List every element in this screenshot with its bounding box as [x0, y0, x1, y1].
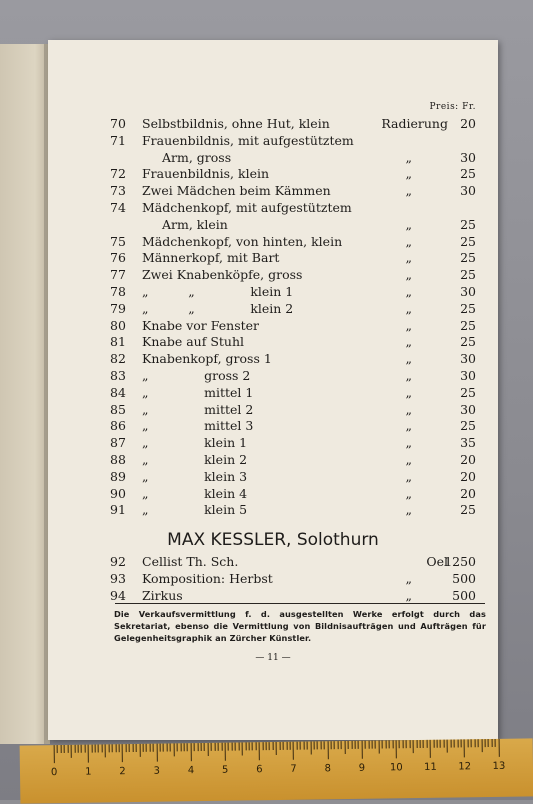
ruler-tick: [450, 740, 451, 748]
entry-price: 30: [460, 351, 476, 367]
ruler-tick: [160, 744, 161, 752]
ruler-tick: [60, 745, 61, 753]
catalog-entry: [48, 435, 498, 451]
ruler-tick: [416, 740, 417, 748]
entry-number: 85: [110, 401, 126, 417]
catalog-entry: [48, 351, 498, 367]
ruler-tick: [471, 739, 472, 747]
ruler-tick: [272, 742, 273, 750]
ruler-tick: [443, 740, 444, 748]
entry-technique: „: [405, 401, 412, 417]
ruler-tick: [170, 743, 171, 751]
ruler-tick: [242, 742, 243, 755]
entry-technique: „: [405, 183, 412, 199]
entry-title: Knabenkopf, gross 1: [142, 351, 272, 367]
ruler-tick: [139, 744, 140, 757]
ruler-tick: [252, 742, 253, 750]
ruler-tick: [88, 745, 89, 763]
entry-price: 25: [460, 502, 476, 518]
entry-technique: „: [405, 250, 412, 266]
entry-number: 91: [110, 502, 126, 518]
ruler-tick: [67, 745, 68, 753]
entry-title: „ klein 3: [142, 468, 248, 484]
ruler-tick: [235, 743, 236, 751]
ruler-tick: [498, 739, 499, 757]
ruler-tick: [399, 740, 400, 748]
ruler-tick: [310, 742, 311, 755]
ruler-tick: [132, 744, 133, 752]
ruler-tick: [136, 744, 137, 752]
ruler-tick: [177, 743, 178, 751]
ruler-tick: [197, 743, 198, 751]
entry-price: 500: [452, 570, 476, 586]
entry-price: 25: [460, 233, 476, 249]
entry-number: 93: [110, 570, 126, 586]
ruler-tick: [156, 744, 157, 762]
entry-technique: „: [405, 502, 412, 518]
catalog-entry: [48, 452, 498, 468]
entry-number: 90: [110, 485, 126, 501]
entry-technique: „: [405, 233, 412, 249]
ruler-tick: [365, 741, 366, 749]
ruler-tick: [447, 740, 448, 753]
price-column-header: Preis: Fr.: [429, 102, 476, 112]
entry-number: 74: [110, 200, 126, 215]
ruler-tick: [112, 744, 113, 752]
entry-technique: „: [405, 351, 412, 367]
entry-number: 86: [110, 418, 126, 434]
ruler-tick: [187, 743, 188, 751]
ruler-label: 7: [290, 763, 297, 775]
ruler-tick: [368, 741, 369, 749]
entry-price: 25: [460, 216, 476, 232]
ruler-tick: [378, 741, 379, 754]
entry-price: 30: [460, 368, 476, 383]
entry-price: 30: [460, 183, 476, 199]
entry-technique: „: [405, 435, 412, 451]
entry-number: 73: [110, 183, 126, 199]
ruler-tick: [413, 740, 414, 753]
ruler-tick: [108, 744, 109, 752]
catalog-entry: [48, 554, 498, 570]
entry-title: „ klein 4: [142, 485, 248, 501]
ruler-tick: [259, 742, 260, 760]
catalog-entry: [48, 469, 498, 485]
catalog-entry: [48, 486, 498, 502]
entry-number: 71: [110, 132, 126, 148]
ruler-tick: [341, 741, 342, 749]
ruler-tick: [495, 739, 496, 747]
entry-title: „ klein 1: [142, 435, 248, 451]
ruler-tick: [361, 741, 362, 759]
entry-number: 81: [110, 334, 126, 350]
entry-technique: „: [405, 216, 412, 232]
entry-title: Zirkus: [142, 587, 183, 603]
entry-technique: „: [405, 149, 412, 165]
catalog-entry: [48, 250, 498, 266]
entry-number: 72: [110, 166, 126, 182]
entry-title: Cellist Th. Sch.: [142, 554, 239, 569]
ruler-tick: [303, 742, 304, 750]
ruler-tick: [488, 739, 489, 747]
ruler-tick: [190, 743, 191, 761]
ruler-tick: [375, 741, 376, 749]
ruler-tick: [348, 741, 349, 749]
ruler-label: 11: [424, 761, 437, 773]
entry-title: Selbstbildnis, ohne Hut, klein: [142, 116, 330, 131]
entry-title: Frauenbildnis, klein: [142, 166, 270, 182]
ruler-tick: [382, 741, 383, 749]
ruler-tick: [54, 745, 55, 763]
ruler-tick: [420, 740, 421, 748]
entry-title: „ mittel 3: [142, 418, 254, 434]
catalog-entry: [48, 217, 498, 233]
catalog-entry: [48, 200, 498, 216]
entry-number: 79: [110, 300, 126, 316]
entry-price: 25: [460, 267, 476, 283]
entry-technique: „: [405, 587, 412, 603]
ruler-tick: [433, 740, 434, 748]
ruler-tick: [221, 743, 222, 751]
ruler-tick: [334, 741, 335, 749]
entry-title: Zwei Mädchen beim Kämmen: [142, 183, 331, 199]
entry-title: „ mittel 2: [142, 401, 254, 417]
ruler-tick: [454, 740, 455, 748]
ruler-tick: [194, 743, 195, 751]
ruler-tick: [207, 743, 208, 756]
entry-number: 76: [110, 250, 126, 266]
ruler-tick: [163, 744, 164, 752]
ruler-label: 4: [187, 765, 195, 777]
ruler-tick: [389, 740, 390, 748]
entry-technique: „: [405, 317, 412, 333]
ruler-tick: [225, 743, 226, 761]
entry-price: 25: [460, 384, 476, 400]
ruler-tick: [406, 740, 407, 748]
ruler-tick: [201, 743, 202, 751]
entry-technique: „: [405, 267, 412, 283]
ruler-tick: [396, 740, 397, 758]
ruler-tick: [184, 743, 185, 751]
ruler-tick: [372, 741, 373, 749]
ruler-tick: [313, 741, 314, 749]
catalog-entry: [48, 318, 498, 334]
artist-heading: MAX KESSLER, Solothurn: [167, 530, 379, 550]
ruler-tick: [337, 741, 338, 749]
ruler-tick: [64, 745, 65, 753]
entry-technique: „: [405, 166, 412, 182]
ruler-tick: [392, 740, 393, 748]
ruler-tick: [320, 741, 321, 749]
ruler-tick: [296, 742, 297, 750]
ruler-tick: [129, 744, 130, 752]
entry-technique: „: [405, 334, 412, 350]
ruler-tick: [84, 745, 85, 753]
ruler-tick: [481, 739, 482, 752]
catalog-entry: [48, 418, 498, 434]
ruler-tick: [344, 741, 345, 754]
catalog-entry: [48, 571, 498, 587]
entry-number: 75: [110, 233, 126, 249]
entry-price: 25: [460, 418, 476, 434]
entry-title: Arm, klein: [162, 216, 228, 232]
entry-technique: „: [405, 418, 412, 434]
ruler-label: 10: [389, 762, 403, 774]
ruler-label: 5: [221, 764, 229, 776]
catalog-entry: [48, 150, 498, 166]
entry-number: 77: [110, 267, 126, 283]
ruler-tick: [91, 745, 92, 753]
entry-price: 35: [460, 435, 476, 451]
ruler-tick: [143, 744, 144, 752]
catalog-entry: [48, 368, 498, 384]
ruler-tick: [57, 745, 58, 753]
entry-title: Mädchenkopf, mit aufgestütztem: [142, 200, 352, 215]
ruler-tick: [214, 743, 215, 751]
ruler-tick: [279, 742, 280, 750]
ruler-tick: [327, 741, 328, 759]
catalog-entry: [48, 385, 498, 401]
ruler-tick: [153, 744, 154, 752]
entry-price: 500: [452, 587, 476, 603]
ruler-tick: [290, 742, 291, 750]
entry-title: Knabe vor Fenster: [142, 317, 259, 333]
ruler-label: 6: [256, 764, 263, 776]
entry-number: 83: [110, 368, 126, 383]
ruler-tick: [283, 742, 284, 750]
ruler-label: 12: [458, 761, 472, 773]
entry-title: „ mittel 1: [142, 384, 254, 400]
entry-title: Mädchenkopf, von hinten, klein: [142, 233, 343, 249]
ruler-label: 3: [153, 765, 161, 777]
entry-title: Männerkopf, mit Bart: [142, 250, 280, 266]
ruler-tick: [484, 739, 485, 747]
ruler-label: 9: [358, 762, 366, 774]
ruler-tick: [231, 743, 232, 751]
entry-title: Zwei Knabenköpfe, gross: [142, 267, 303, 283]
entry-number: 88: [110, 452, 126, 467]
entry-price: 20: [460, 485, 476, 501]
ruler-tick: [173, 743, 174, 756]
ruler-tick: [81, 745, 82, 753]
entry-technique: „: [405, 570, 412, 586]
entry-price: 30: [460, 284, 476, 299]
entry-title: Arm, gross: [162, 149, 232, 165]
ruler-tick: [355, 741, 356, 749]
entry-price: 25: [460, 166, 476, 182]
ruler-tick: [115, 744, 116, 752]
page-number: — 11 —: [255, 653, 291, 663]
catalog-entry: [48, 133, 498, 149]
ruler-tick: [351, 741, 352, 749]
ruler-tick: [218, 743, 219, 751]
ruler-tick: [245, 742, 246, 750]
catalog-entry: [48, 183, 498, 199]
ruler-label: 1: [85, 766, 92, 778]
entry-technique: Oel: [426, 554, 448, 569]
entry-title: Knabe auf Stuhl: [142, 334, 245, 350]
entry-title: Komposition: Herbst: [142, 570, 273, 586]
ruler-tick: [105, 744, 106, 757]
entry-price: 1250: [444, 554, 476, 569]
entry-price: 25: [460, 300, 476, 316]
entry-price: 25: [460, 334, 476, 350]
entry-price: 20: [460, 116, 476, 131]
entry-number: 89: [110, 468, 126, 484]
ruler-tick: [478, 739, 479, 747]
entry-title: „ „ klein 2: [142, 300, 294, 316]
ruler-label: 2: [119, 766, 126, 778]
entry-title: „ klein 5: [142, 502, 248, 518]
ruler-tick: [491, 739, 492, 747]
ruler-tick: [300, 742, 301, 750]
ruler-tick: [461, 739, 462, 747]
ruler-tick: [74, 745, 75, 753]
catalog-entry: [48, 502, 498, 518]
ruler-tick: [71, 745, 72, 758]
entry-number: 84: [110, 384, 126, 400]
left-page-edge: [0, 44, 50, 744]
entry-number: 82: [110, 351, 126, 367]
entry-title: Frauenbildnis, mit aufgestütztem: [142, 132, 354, 148]
ruler-tick: [409, 740, 410, 748]
ruler-tick: [276, 742, 277, 755]
ruler-tick: [293, 742, 294, 760]
entry-technique: „: [405, 284, 412, 299]
ruler-tick: [166, 744, 167, 752]
ruler-tick: [457, 739, 458, 747]
catalog-entry: [48, 301, 498, 317]
ruler-tick: [307, 742, 308, 750]
ruler-label: 0: [50, 767, 58, 779]
entry-price: 30: [460, 149, 476, 165]
catalog-entry: [48, 284, 498, 300]
divider-line: [115, 603, 485, 604]
entry-title: „ „ klein 1: [142, 284, 294, 299]
ruler-tick: [474, 739, 475, 747]
entry-technique: „: [405, 368, 412, 383]
sales-note: Die Verkaufsvermittlung f. d. ausgestellten Werke erfolgt durch das Sekretariat, ebenso die Vermittlung von Bildnisaufträgen und Aufträgen für Gelegenheitsgraphik an Zürcher Künstler.: [114, 609, 486, 643]
ruler-tick: [238, 743, 239, 751]
catalog-entry: [48, 334, 498, 350]
entry-price: 25: [460, 317, 476, 333]
ruler-tick: [122, 744, 123, 762]
ruler-tick: [262, 742, 263, 750]
ruler-tick: [423, 740, 424, 748]
ruler-tick: [286, 742, 287, 750]
ruler-tick: [426, 740, 427, 748]
ruler-tick: [269, 742, 270, 750]
ruler-tick: [402, 740, 403, 748]
catalog-entry: [48, 166, 498, 182]
entry-title: „ klein 2: [142, 452, 248, 467]
ruler-label: 13: [492, 760, 506, 772]
ruler-tick: [266, 742, 267, 750]
ruler-tick: [464, 739, 465, 757]
entry-technique: Radierung: [381, 116, 448, 131]
ruler-tick: [228, 743, 229, 751]
entry-number: 87: [110, 435, 126, 451]
entry-technique: „: [405, 452, 412, 467]
catalog-entry: [48, 402, 498, 418]
entry-technique: „: [405, 384, 412, 400]
entry-technique: „: [405, 468, 412, 484]
entry-number: 70: [110, 116, 126, 131]
ruler-tick: [430, 740, 431, 758]
entry-number: 78: [110, 284, 126, 299]
ruler-tick: [204, 743, 205, 751]
entry-price: 30: [460, 401, 476, 417]
ruler-tick: [180, 743, 181, 751]
catalog-entry: [48, 267, 498, 283]
ruler-tick: [146, 744, 147, 752]
ruler-tick: [149, 744, 150, 752]
ruler-label: 8: [324, 763, 332, 775]
entry-price: 20: [460, 452, 476, 467]
measuring-ruler: [20, 738, 533, 803]
ruler-tick: [101, 744, 102, 752]
ruler-tick: [331, 741, 332, 749]
entry-price: 25: [460, 250, 476, 266]
ruler-tick: [249, 742, 250, 750]
ruler-tick: [78, 745, 79, 753]
ruler-tick: [317, 741, 318, 749]
catalog-page: [48, 40, 498, 740]
entry-number: 94: [110, 587, 126, 603]
catalog-entry: [48, 234, 498, 250]
entry-number: 80: [110, 317, 126, 333]
entry-title: „ gross 2: [142, 368, 251, 383]
ruler-tick: [437, 740, 438, 748]
entry-technique: „: [405, 485, 412, 501]
ruler-tick: [95, 745, 96, 753]
ruler-tick: [324, 741, 325, 749]
ruler-tick: [440, 740, 441, 748]
ruler-tick: [385, 740, 386, 748]
catalog-entry: [48, 588, 498, 604]
ruler-tick: [467, 739, 468, 747]
ruler-tick: [211, 743, 212, 751]
ruler-tick: [98, 744, 99, 752]
ruler-tick: [125, 744, 126, 752]
catalog-entry: [48, 116, 498, 132]
entry-technique: „: [405, 300, 412, 316]
ruler-tick: [255, 742, 256, 750]
entry-number: 92: [110, 554, 126, 569]
entry-price: 20: [460, 468, 476, 484]
ruler-tick: [358, 741, 359, 749]
ruler-tick: [119, 744, 120, 752]
